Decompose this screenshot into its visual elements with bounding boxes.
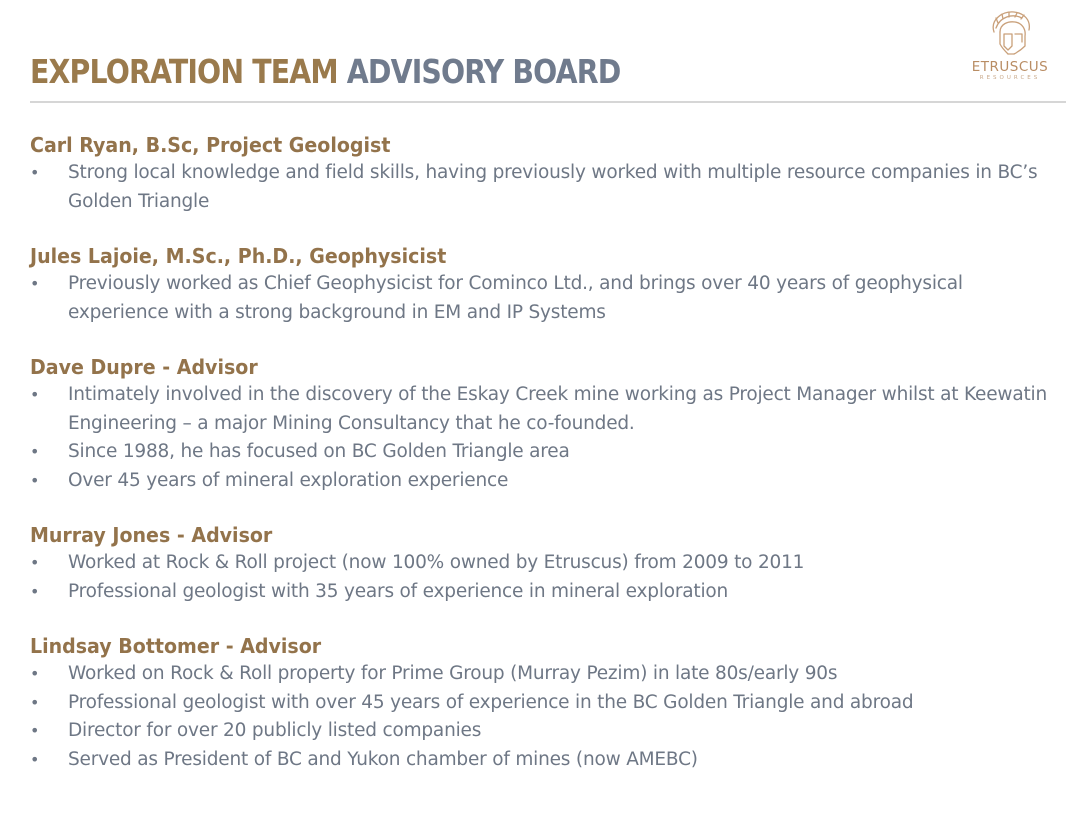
bullet-text: Previously worked as Chief Geophysicist for Cominco Ltd., and brings over 40 years of geophysical experience with a strong background in EM and IP Systems <box>68 273 963 323</box>
member-name: Dave Dupre - Advisor <box>30 355 258 379</box>
title-part-exploration-team: EXPLORATION TEAM <box>30 52 338 91</box>
bullet-icon: • <box>30 274 40 293</box>
member-bullets <box>30 159 1060 216</box>
member-name: Lindsay Bottomer - Advisor <box>30 634 322 658</box>
bullet-icon: • <box>30 664 40 683</box>
member-bullets <box>30 381 1060 495</box>
title-part-advisory-board: ADVISORY BOARD <box>346 52 621 91</box>
bullet-text: Worked on Rock & Roll property for Prime Group (Murray Pezim) in late 80s/early 90s <box>68 663 838 684</box>
bullet-icon: • <box>30 553 40 572</box>
bullet-icon: • <box>30 581 40 601</box>
bullet-item <box>30 549 1060 578</box>
bullet-item <box>30 660 1060 689</box>
bullet-item <box>30 438 1060 467</box>
bullet-text: Intimately involved in the discovery of the Eskay Creek mine working as Project Manager whilst at Keewatin Engineering – a major Mining Consultancy that he co-founded. <box>68 384 1047 434</box>
logo-name: ETRUSCUS <box>971 59 1049 75</box>
bullet-text: Served as President of BC and Yukon chamber of mines (now AMEBC) <box>68 748 698 770</box>
bullet-icon: • <box>30 163 40 182</box>
bullet-text: Professional geologist with 35 years of experience in mineral exploration <box>68 580 729 602</box>
bullet-item <box>30 467 1060 496</box>
advisory-list <box>30 131 1060 800</box>
bullet-icon: • <box>30 442 40 461</box>
bullet-item <box>30 717 1060 746</box>
member-name: Jules Lajoie, M.Sc., Ph.D., Geophysicist <box>30 244 447 268</box>
bullet-item <box>30 689 1060 718</box>
bullet-text: Since 1988, he has focused on BC Golden Triangle area <box>68 441 570 462</box>
page-title <box>30 52 620 92</box>
bullet-item <box>30 381 1060 438</box>
bullet-text: Director for over 20 publicly listed companies <box>68 720 482 741</box>
member-lindsay-bottomer <box>30 632 1060 774</box>
bullet-item <box>30 270 1060 327</box>
member-murray-jones <box>30 521 1060 606</box>
member-bullets <box>30 660 1060 774</box>
bullet-text: Worked at Rock & Roll project (now 100% owned by Etruscus) from 2009 to 2011 <box>68 552 805 573</box>
member-name: Murray Jones - Advisor <box>30 523 273 547</box>
bullet-text: Professional geologist with over 45 years of experience in the BC Golden Triangle and abroad <box>68 691 914 713</box>
bullet-item <box>30 159 1060 216</box>
bullet-icon: • <box>30 721 40 740</box>
company-logo <box>962 8 1058 84</box>
member-bullets <box>30 270 1060 327</box>
spartan-helmet-icon <box>984 8 1036 58</box>
bullet-icon: • <box>30 385 40 404</box>
bullet-text: Over 45 years of mineral exploration experience <box>68 469 509 491</box>
member-name: Carl Ryan, B.Sc, Project Geologist <box>30 133 391 157</box>
bullet-text: Strong local knowledge and field skills, having previously worked with multiple resource companies in BC’s Golden Triangle <box>68 162 1038 212</box>
bullet-icon: • <box>30 470 40 490</box>
member-bullets <box>30 549 1060 606</box>
title-divider <box>30 101 1066 103</box>
bullet-icon: • <box>30 692 40 712</box>
bullet-item <box>30 746 1060 775</box>
member-jules-lajoie <box>30 242 1060 327</box>
bullet-item <box>30 578 1060 607</box>
bullet-icon: • <box>30 749 40 769</box>
logo-subtitle: RESOURCES <box>979 75 1041 81</box>
member-carl-ryan <box>30 131 1060 216</box>
member-dave-dupre <box>30 353 1060 495</box>
